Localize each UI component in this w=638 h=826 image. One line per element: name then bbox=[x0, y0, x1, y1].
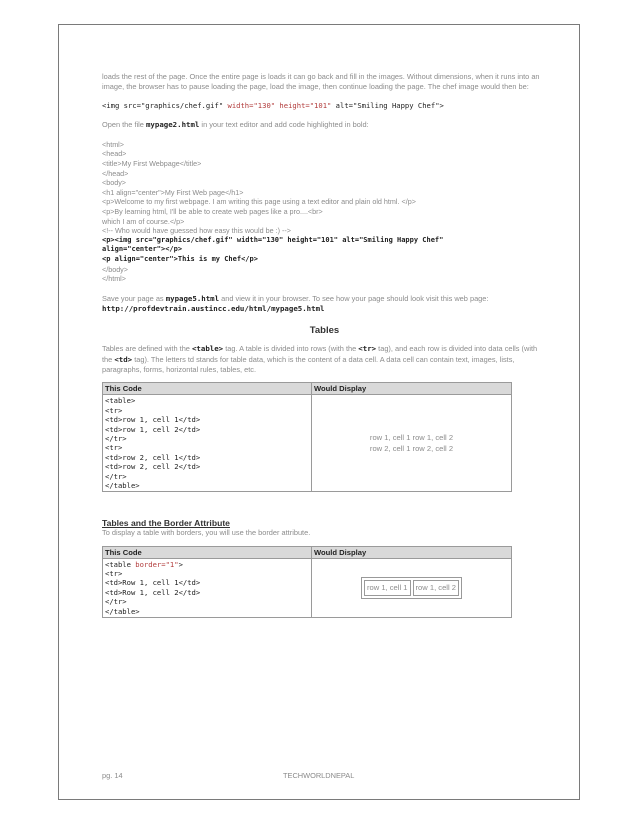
preview-cell: row 1, cell 1 bbox=[364, 580, 411, 596]
header-this-code: This Code bbox=[103, 546, 312, 558]
table-row bbox=[103, 558, 512, 617]
section-title-tables: Tables bbox=[309, 325, 340, 337]
display-cell bbox=[312, 395, 512, 492]
source-line: which I am of course.</p> bbox=[102, 216, 185, 226]
table-header-row bbox=[103, 546, 512, 558]
subsection-title-border: Tables and the Border Attribute bbox=[102, 518, 230, 529]
source-line-bold: <p><img src="graphics/chef.gif" width="130" height="101" alt="Smiling Happy Chef" bbox=[102, 235, 444, 244]
border-attribute: border="1" bbox=[135, 559, 179, 569]
source-line: <p>Welcome to my first webpage. I am writing this page using a text editor and plain old html. </p> bbox=[102, 197, 416, 207]
source-line: <body> bbox=[102, 178, 126, 188]
source-line: <h1 align="center">My First Web page</h1> bbox=[102, 187, 244, 197]
table-row bbox=[364, 580, 459, 596]
source-line: <!-- Who would have guessed how easy this would be :) --> bbox=[102, 226, 291, 236]
source-line-bold: align="center"></p> bbox=[102, 245, 183, 254]
source-line: <p>By learning html, I'll be able to create web pages like a pro....<br> bbox=[102, 207, 323, 217]
footer-site-name: TECHWORLDNEPAL bbox=[283, 771, 355, 780]
example-table-border bbox=[102, 546, 512, 618]
source-code-block bbox=[102, 140, 547, 284]
save-instruction: Save your page as mypage5.html and view it in your browser. To see how your page should look visit this web page: http://profdevtrain.austincc.edu/html/mypage5.html bbox=[102, 293, 489, 314]
source-line: </body> bbox=[102, 264, 128, 274]
filename-mypage2: mypage2.html bbox=[145, 119, 200, 129]
display-line: row 1, cell 1 row 1, cell 2 bbox=[369, 432, 454, 442]
filename-mypage5: mypage5.html bbox=[165, 293, 220, 303]
example-table-basic bbox=[102, 382, 512, 492]
code-cell: <table> <tr> <td>row 1, cell 1</td> <td>row 1, cell 2</td> </tr> <tr> <td>row 2, cell 1</td> <td>row 2, cell 2</td> </tr> </table> bbox=[103, 395, 312, 492]
table-row bbox=[103, 395, 512, 492]
preview-cell: row 1, cell 2 bbox=[413, 580, 460, 596]
display-line: row 2, cell 1 row 2, cell 2 bbox=[369, 444, 454, 454]
bordered-table-preview bbox=[361, 577, 462, 599]
source-line: <title>My First Webpage</title> bbox=[102, 159, 202, 169]
example-url: http://profdevtrain.austincc.edu/html/mypage5.html bbox=[102, 304, 325, 314]
dimension-attributes: width="130" height="101" bbox=[227, 100, 332, 110]
source-line: </html> bbox=[102, 274, 126, 284]
source-line-bold: <p align="center">This is my Chef</p> bbox=[102, 255, 258, 264]
open-file-instruction: Open the file mypage2.html in your text editor and add code highlighted in bold: bbox=[102, 119, 369, 129]
page-number: pg. 14 bbox=[102, 771, 123, 780]
header-would-display: Would Display bbox=[312, 546, 512, 558]
code-cell: <table border="1"> <tr> <td>Row 1, cell 1</td> <td>Row 1, cell 2</td> </tr> </table> bbox=[103, 558, 312, 617]
tables-description: Tables are defined with the <table> tag. A table is divided into rows (with the <tr> tag), and each row is divided into data cells (with the <td> tag). The letters td stands for table data, which is the content of a data cell. A data cell can contain text, images, lists, paragraphs, forms, horizontal rules, tables, etc. bbox=[102, 344, 538, 374]
display-cell bbox=[312, 558, 512, 617]
img-code-example: <img src="graphics/chef.gif" width="130" height="101" alt="Smiling Happy Chef"> bbox=[102, 100, 444, 110]
source-line: <html> bbox=[102, 139, 124, 149]
header-would-display: Would Display bbox=[312, 383, 512, 395]
intro-paragraph: loads the rest of the page. Once the entire page is loads it can go back and fill in the images. Without dimensions, when it runs into an image, the browser has to pause loading the page, load the image, then continue loading the page. The chef image would then be: bbox=[102, 72, 540, 92]
table-header-row bbox=[103, 383, 512, 395]
source-line: <head> bbox=[102, 149, 127, 159]
border-description: To display a table with borders, you will use the border attribute. bbox=[102, 528, 311, 538]
header-this-code: This Code bbox=[103, 383, 312, 395]
document-content bbox=[102, 72, 547, 618]
source-line: </head> bbox=[102, 168, 129, 178]
